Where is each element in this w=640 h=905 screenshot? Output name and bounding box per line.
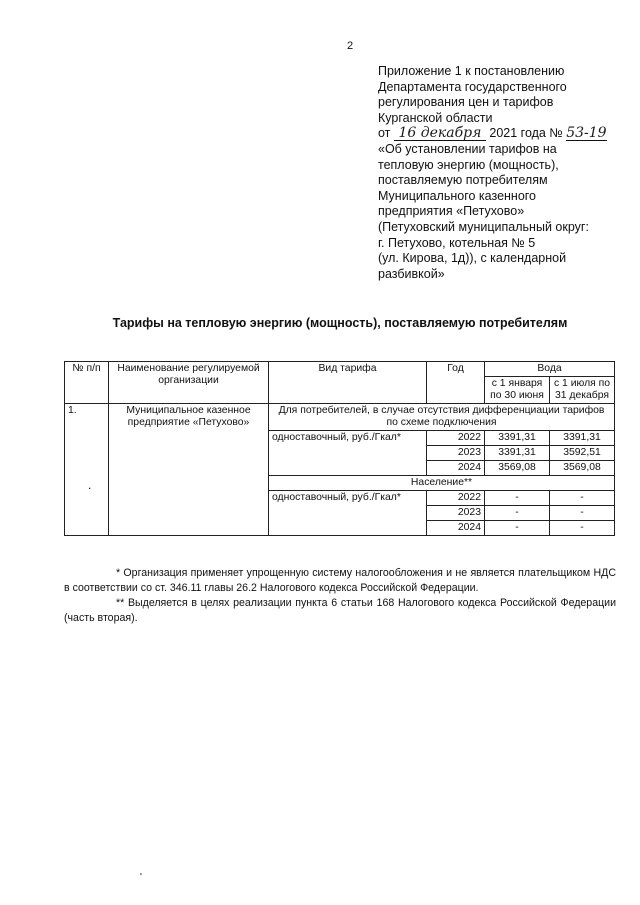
appendix-line-1: Приложение 1 к постановлению bbox=[378, 64, 565, 78]
year-cell: 2022 bbox=[427, 491, 485, 506]
header-year: Год bbox=[427, 362, 485, 404]
year-cell: 2023 bbox=[427, 506, 485, 521]
appendix-date-line bbox=[378, 126, 628, 142]
year-cell: 2024 bbox=[427, 461, 485, 476]
year-cell: 2024 bbox=[427, 521, 485, 536]
header-water: Вода bbox=[485, 362, 615, 377]
subject-line: тепловую энергию (мощность), bbox=[378, 157, 559, 172]
subject-line: «Об установлении тарифов на bbox=[378, 141, 557, 156]
value-cell: - bbox=[550, 521, 615, 536]
tariff-kind: одноставочный, руб./Гкал* bbox=[269, 431, 427, 476]
footnote-1: * Организация применяет упрощенную систему налогообложения и не является плательщиком НДС в соответствии со ст. 346.11 главы 26.2 Налогового кодекса Российской Федерации. bbox=[64, 567, 616, 594]
value-cell: 3391,31 bbox=[485, 431, 550, 446]
year-cell: 2022 bbox=[427, 431, 485, 446]
subject-line: Муниципального казенного bbox=[378, 188, 537, 203]
value-cell: 3569,08 bbox=[550, 461, 615, 476]
header-kind: Вид тарифа bbox=[269, 362, 427, 404]
value-cell: 3391,31 bbox=[550, 431, 615, 446]
tariff-kind: одноставочный, руб./Гкал* bbox=[269, 491, 427, 536]
page-number: 2 bbox=[346, 40, 354, 52]
year-cell: 2023 bbox=[427, 446, 485, 461]
footnote-2: ** Выделяется в целях реализации пункта 6 статьи 168 Налогового кодекса Российской Федерации (часть вторая). bbox=[64, 597, 616, 624]
section-all-consumers: Для потребителей, в случае отсутствия дифференциации тарифов по схеме подключения bbox=[269, 404, 615, 431]
value-cell: - bbox=[485, 491, 550, 506]
year-text: 2021 года № bbox=[489, 126, 563, 141]
subject-line: г. Петухово, котельная № 5 bbox=[378, 235, 536, 250]
table-header-row bbox=[65, 362, 615, 377]
handwritten-number: 53-19 bbox=[566, 125, 607, 142]
subject-line: предприятия «Петухово» bbox=[378, 204, 525, 219]
header-org: Наименование регулируемой организации bbox=[109, 362, 269, 404]
value-cell: - bbox=[550, 506, 615, 521]
header-num: № п/п bbox=[65, 362, 109, 404]
stray-tick: ' bbox=[140, 872, 142, 883]
value-cell: 3592,51 bbox=[550, 446, 615, 461]
document-heading: Тарифы на тепловую энергию (мощность), поставляемую потребителям bbox=[112, 316, 568, 330]
header-period-1: с 1 января по 30 июня bbox=[485, 377, 550, 404]
stray-dot: . bbox=[88, 478, 92, 492]
tariff-table bbox=[64, 361, 615, 536]
section-population: Население** bbox=[269, 476, 615, 491]
from-prefix: от bbox=[378, 126, 391, 141]
value-cell: - bbox=[550, 491, 615, 506]
handwritten-date: 16 декабря bbox=[394, 127, 486, 141]
appendix-line-3: регулирования цен и тарифов bbox=[378, 95, 554, 110]
subject-line: (Петуховский муниципальный округ: bbox=[378, 219, 589, 234]
org-name: Муниципальное казенное предприятие «Петухово» bbox=[109, 404, 269, 536]
appendix-line-4: Курганской области bbox=[378, 110, 493, 125]
row-number: 1. bbox=[65, 404, 109, 536]
appendix-line-2: Департамента государственного bbox=[378, 79, 567, 94]
value-cell: - bbox=[485, 506, 550, 521]
appendix-block bbox=[378, 64, 628, 282]
subject-line: разбивкой» bbox=[378, 266, 445, 281]
value-cell: - bbox=[485, 521, 550, 536]
subject-line: (ул. Кирова, 1д)), с календарной bbox=[378, 251, 567, 266]
table-row bbox=[65, 404, 615, 431]
footnotes bbox=[64, 566, 616, 626]
value-cell: 3391,31 bbox=[485, 446, 550, 461]
subject-line: поставляемую потребителям bbox=[378, 173, 548, 188]
header-period-2: с 1 июля по 31 декабря bbox=[550, 377, 615, 404]
value-cell: 3569,08 bbox=[485, 461, 550, 476]
